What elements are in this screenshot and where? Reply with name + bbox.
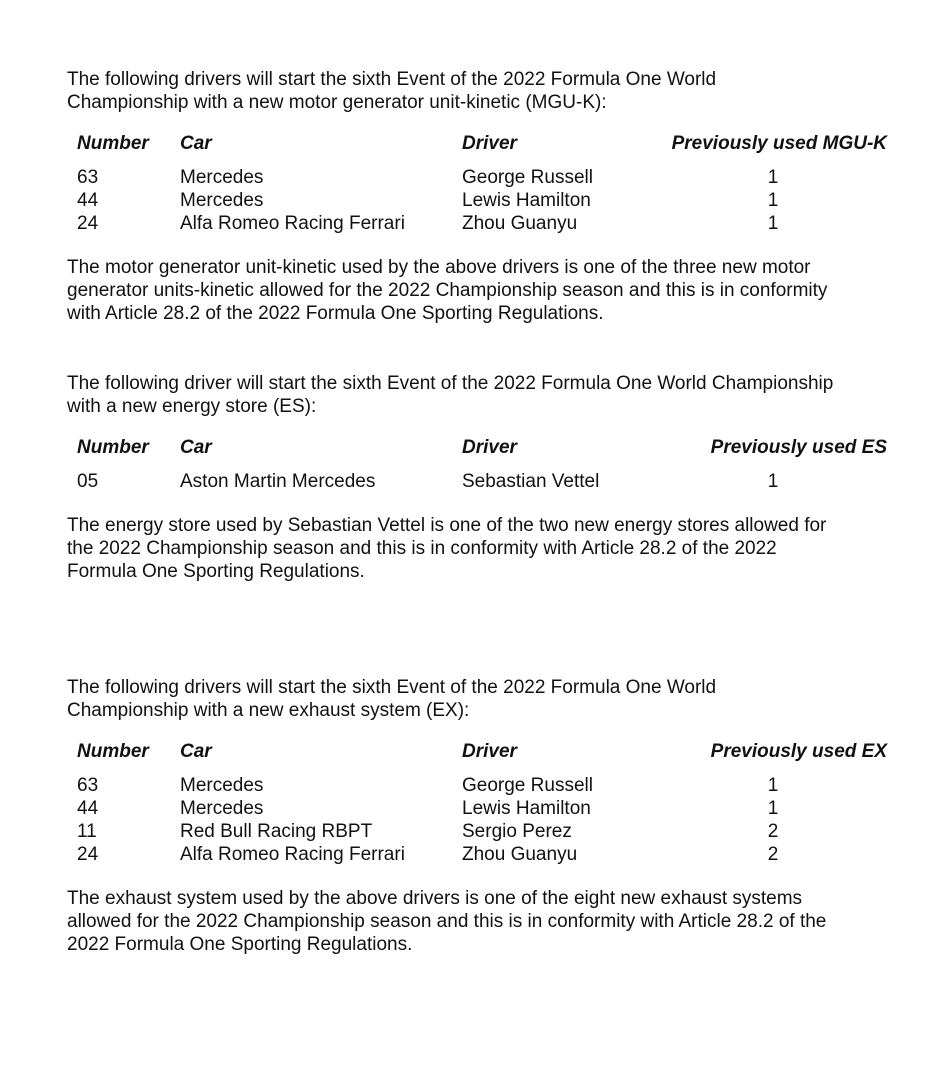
cell-previously-used: 2 bbox=[767, 821, 779, 842]
header-number: Number bbox=[77, 741, 149, 762]
table-row bbox=[77, 774, 887, 797]
mguk-section bbox=[67, 68, 887, 325]
header-car: Car bbox=[180, 133, 212, 154]
mguk-table-header bbox=[77, 132, 887, 156]
mguk-intro: The following drivers will start the sixth Event of the 2022 Formula One World Championship with a new motor generator unit-kinetic (MGU-K): bbox=[67, 69, 717, 113]
cell-number: 63 bbox=[77, 775, 99, 796]
mguk-table-body bbox=[77, 166, 887, 235]
header-previously-used: Previously used EX bbox=[710, 741, 887, 762]
table-row bbox=[77, 166, 887, 189]
cell-driver: George Russell bbox=[462, 167, 593, 188]
header-car: Car bbox=[180, 741, 212, 762]
cell-number: 24 bbox=[77, 213, 99, 234]
header-driver: Driver bbox=[462, 133, 517, 154]
es-section bbox=[67, 372, 887, 583]
cell-previously-used: 1 bbox=[767, 167, 779, 188]
cell-car: Mercedes bbox=[180, 775, 264, 796]
mguk-table bbox=[77, 132, 887, 235]
cell-car: Mercedes bbox=[180, 798, 264, 819]
header-previously-used: Previously used MGU-K bbox=[671, 133, 887, 154]
es-table bbox=[77, 436, 887, 493]
cell-car: Mercedes bbox=[180, 190, 264, 211]
cell-previously-used: 1 bbox=[767, 471, 779, 492]
ex-outro: The exhaust system used by the above drivers is one of the eight new exhaust systems allowed for the 2022 Championship season and this is in conformity with Article 28.2 of the 2022 Formula One Sporting Regulations. bbox=[67, 888, 827, 955]
es-table-header bbox=[77, 436, 887, 460]
table-row bbox=[77, 797, 887, 820]
table-row bbox=[77, 212, 887, 235]
cell-car: Aston Martin Mercedes bbox=[180, 471, 376, 492]
es-table-body bbox=[77, 470, 887, 493]
header-number: Number bbox=[77, 437, 149, 458]
cell-number: 44 bbox=[77, 190, 99, 211]
table-row bbox=[77, 470, 887, 493]
header-driver: Driver bbox=[462, 437, 517, 458]
cell-previously-used: 2 bbox=[767, 844, 779, 865]
cell-driver: George Russell bbox=[462, 775, 593, 796]
cell-car: Red Bull Racing RBPT bbox=[180, 821, 373, 842]
cell-driver: Zhou Guanyu bbox=[462, 844, 578, 865]
table-row bbox=[77, 189, 887, 212]
header-car: Car bbox=[180, 437, 212, 458]
cell-driver: Zhou Guanyu bbox=[462, 213, 578, 234]
es-outro: The energy store used by Sebastian Vettel is one of the two new energy stores allowed for the 2022 Championship season and this is in conformity with Article 28.2 of the 2022 Formula One Sporting Regulations. bbox=[67, 515, 827, 582]
header-number: Number bbox=[77, 133, 149, 154]
mguk-outro: The motor generator unit-kinetic used by the above drivers is one of the three new motor generator units-kinetic allowed for the 2022 Championship season and this is in conformity with Article 28.2 of the 2022 Formula One Sporting Regulations. bbox=[67, 257, 828, 324]
header-driver: Driver bbox=[462, 741, 517, 762]
table-row bbox=[77, 843, 887, 866]
cell-driver: Sebastian Vettel bbox=[462, 471, 600, 492]
ex-section bbox=[67, 676, 887, 956]
cell-driver: Lewis Hamilton bbox=[462, 190, 591, 211]
ex-table bbox=[77, 740, 887, 866]
header-previously-used: Previously used ES bbox=[710, 437, 887, 458]
cell-number: 44 bbox=[77, 798, 99, 819]
ex-intro: The following drivers will start the sixth Event of the 2022 Formula One World Championship with a new exhaust system (EX): bbox=[67, 677, 717, 721]
cell-car: Mercedes bbox=[180, 167, 264, 188]
cell-previously-used: 1 bbox=[767, 190, 779, 211]
cell-number: 11 bbox=[77, 821, 97, 842]
ex-table-header bbox=[77, 740, 887, 764]
cell-driver: Lewis Hamilton bbox=[462, 798, 591, 819]
cell-number: 05 bbox=[77, 471, 99, 492]
es-intro: The following driver will start the sixth Event of the 2022 Formula One World Championship with a new energy store (ES): bbox=[67, 373, 834, 417]
cell-number: 24 bbox=[77, 844, 99, 865]
ex-table-body bbox=[77, 774, 887, 866]
cell-previously-used: 1 bbox=[767, 213, 779, 234]
cell-previously-used: 1 bbox=[767, 798, 779, 819]
cell-number: 63 bbox=[77, 167, 99, 188]
cell-car: Alfa Romeo Racing Ferrari bbox=[180, 213, 405, 234]
cell-previously-used: 1 bbox=[767, 775, 779, 796]
cell-driver: Sergio Perez bbox=[462, 821, 572, 842]
table-row bbox=[77, 820, 887, 843]
cell-car: Alfa Romeo Racing Ferrari bbox=[180, 844, 405, 865]
